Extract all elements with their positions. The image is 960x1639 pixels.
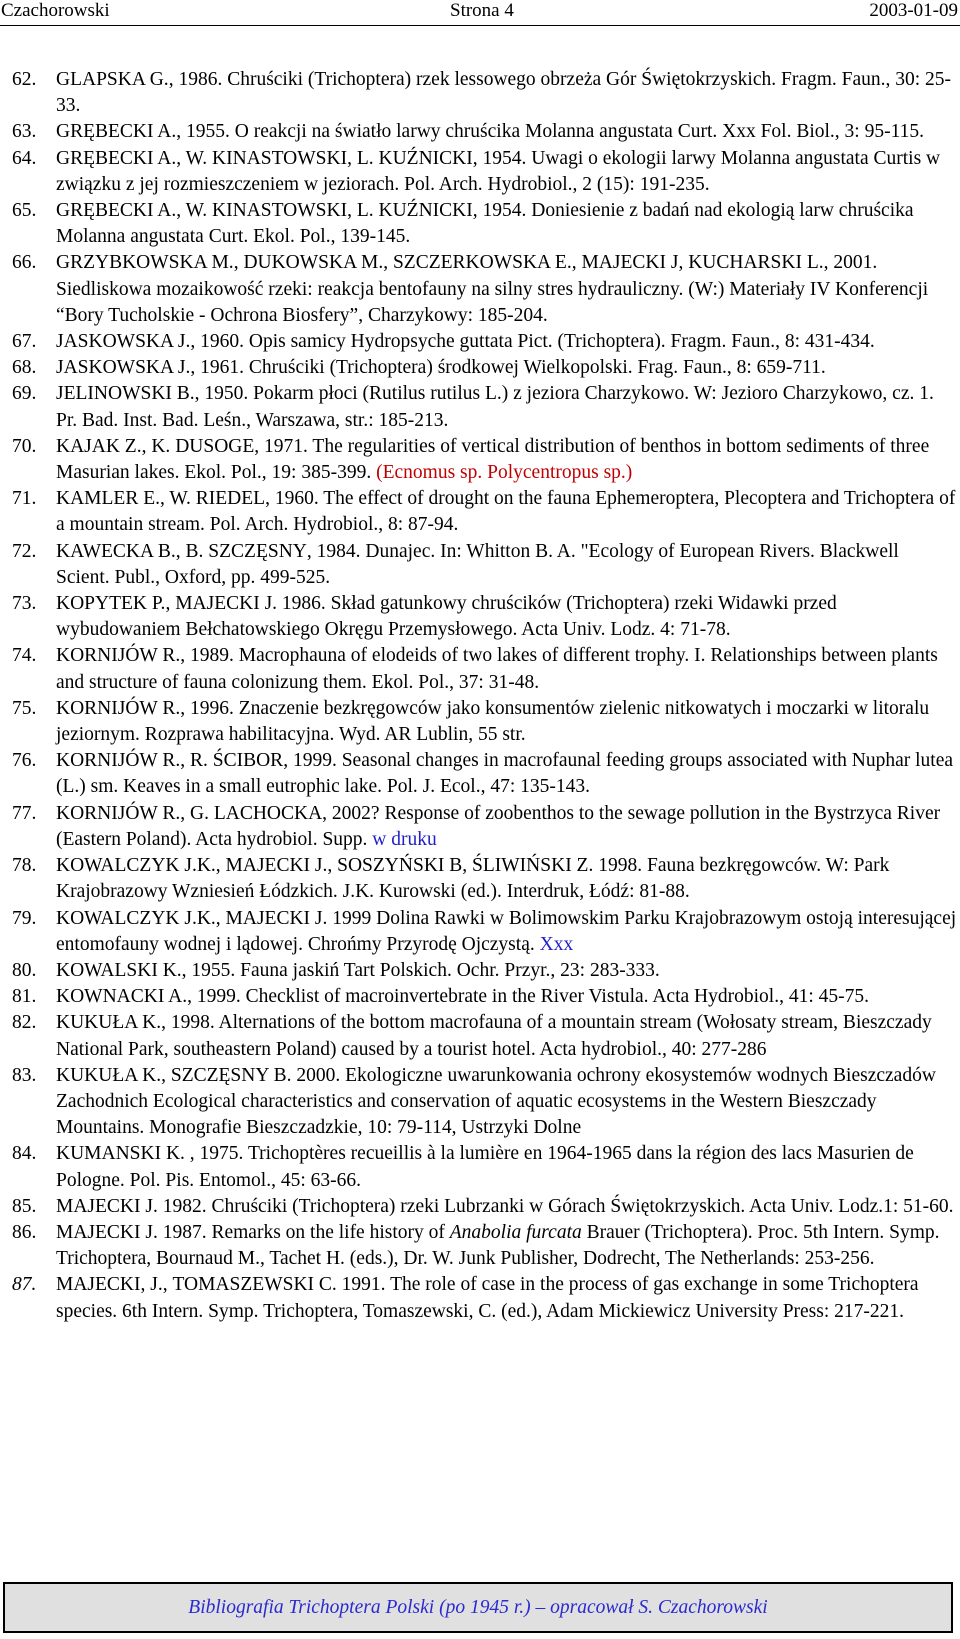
footer-text: Bibliografia Trichoptera Polski (po 1945 r.) – opracował S. Czachorowski: [188, 1597, 768, 1618]
reference-item: [12, 958, 957, 984]
reference-item: [12, 381, 957, 433]
footer-banner: [3, 1582, 953, 1633]
reference-number: 74.: [12, 645, 37, 667]
author-name: KORNIJÓW R.: [56, 750, 181, 772]
reference-number: 73.: [12, 593, 37, 615]
reference-item: [12, 1220, 957, 1272]
reference-text: [56, 591, 957, 643]
reference-item: [12, 984, 957, 1010]
editor-note: (Ecnomus sp. Polycentropus sp.): [376, 462, 633, 484]
reference-number: 85.: [12, 1195, 37, 1217]
author-name: MAJECKI J.: [225, 855, 328, 877]
author-name: DUKOWSKA M.: [243, 252, 384, 274]
citation-text: , 1950. Pokarm płoci (Rutilus rutilus L.) z jeziora Charzykowo. W: Jezioro Charzykowo, cz. 1. Pr. Bad. Inst. Bad. Leśn., Warszawa, str.: 185-213.: [56, 383, 934, 431]
author-name: MAJECKI: [56, 1274, 141, 1296]
reference-number: 62.: [12, 69, 37, 90]
citation-text: 2000. Ekologiczne uwarunkowania ochrony ekosystemów wodnych Bieszczadów Zachodnich Ecological characteristics and conservation of aquatic ecosystems in the Western Bieszczady Mountains. Monografie Bieszczadzkie, 10: 79-114, Ustrzyki Dolne: [56, 1064, 936, 1139]
citation-text: 1986. Skład gatunkowy chruścików (Trichoptera) rzeki Widawki przed wybudowaniem Bełchatowskiego Okręgu Przemysłowego. Acta Univ. Lodz. 4: 71-78.: [56, 593, 837, 641]
author-name: KORNIJÓW R.: [56, 802, 181, 824]
author-name: ŚCIBOR: [212, 750, 284, 772]
reference-item: [12, 643, 957, 695]
reference-number: 83.: [12, 1064, 37, 1086]
reference-text: [56, 250, 957, 329]
author-name: KAMLER E.: [56, 488, 160, 510]
page-header: [0, 0, 960, 26]
author-name: JASKOWSKA J.: [56, 357, 191, 379]
author-name: KUMANSKI K.: [56, 1143, 185, 1165]
author-name: MAJECKI J: [581, 252, 679, 274]
author-name: KUKUŁA K.: [56, 1012, 162, 1034]
citation-text: , 1989. Macrophauna of elodeids of two lakes of different trophy. I. Relationships between plants and structure of fauna colonizung them. Ekol. Pol., 37: 31-48.: [56, 645, 938, 693]
citation-text: , 1955. O reakcji na światło larwy chruścika Molanna angustata Curt. Xxx Fol. Biol., 3: 95-115.: [176, 121, 924, 143]
reference-item: [12, 434, 957, 486]
reference-number: 64.: [12, 147, 37, 169]
reference-text: [56, 355, 957, 381]
citation-text: , R.: [180, 750, 213, 772]
author-name: SOSZYŃSKI B: [337, 855, 463, 877]
reference-text: [56, 643, 957, 695]
reference-text: [56, 1272, 957, 1324]
citation-text: , 1954. Doniesienie z badań nad ekologią larw chruścika Molanna angustata Curt. Ekol. Pol., 139-145.: [56, 200, 914, 248]
citation-text: , 1986. Chruściki (Trichoptera) rzek lessowego obrzeża Gór Świętokrzyskich. Fragm. Faun., 30: 25-33.: [56, 69, 952, 117]
citation-text: , 1955. Fauna jaskiń Tart Polskich. Ochr. Przyr., 23: 283-333.: [181, 959, 660, 981]
reference-item: [12, 1010, 957, 1062]
reference-list: [12, 67, 957, 1325]
citation-text: 1998. Fauna bezkręgowców. W: Park Krajobrazowy Wzniesień Łódzkich. J.K. Kurowski (ed.). Interdruk, Łódź: 81-88.: [56, 855, 890, 903]
author-name: KINASTOWSKI: [212, 147, 348, 169]
reference-text: [56, 748, 957, 800]
reference-text: [56, 1063, 957, 1142]
species-name: Anabolia furcata: [449, 1221, 582, 1243]
reference-text: [56, 381, 957, 433]
citation-text: 1987. Remarks on the life history of: [157, 1221, 450, 1243]
citation-text: 1991. The role of case in the process of gas exchange in some Trichoptera species. 6th Intern. Symp. Trichoptera, Tomaszewski, C. (ed.), Adam Mickiewicz University Press: 217-221.: [56, 1274, 919, 1322]
author-name: KORNIJÓW R.: [56, 645, 181, 667]
citation-text: ,: [571, 252, 582, 274]
citation-text: 1982. Chruściki (Trichoptera) rzeki Lubrzanki w Górach Świętokrzyskich. Acta Univ. Lodz.1: 51-60.: [157, 1195, 954, 1217]
reference-number: 79.: [12, 907, 37, 929]
author-name: ŚLIWIŃSKI Z.: [472, 855, 594, 877]
citation-text: ,: [215, 855, 226, 877]
author-name: KOWNACKI A.: [56, 986, 188, 1008]
reference-number: 70.: [12, 435, 37, 457]
author-name: KINASTOWSKI: [212, 200, 348, 222]
reference-number: 77.: [12, 802, 37, 824]
citation-text: , B.: [175, 540, 209, 562]
author-name: RIEDEL: [195, 488, 266, 510]
reference-item: [12, 250, 957, 329]
author-name: GRZYBKOWSKA M.: [56, 252, 234, 274]
reference-text: [56, 958, 957, 984]
reference-number: 78.: [12, 855, 37, 877]
citation-text: , 1996. Znaczenie bezkręgowców jako konsumentów zielenic nitkowatych i moczarki w litoralu jeziornym. Rozprawa habilitacyjna. Wyd. AR Lublin, 55 str.: [56, 697, 930, 746]
reference-item: [12, 539, 957, 591]
reference-number: 76.: [12, 750, 37, 772]
author-name: KOWALSKI K.: [56, 959, 182, 981]
reference-item: [12, 1272, 957, 1324]
reference-number: 67.: [12, 331, 37, 353]
reference-item: [12, 67, 957, 119]
citation-text: ,: [161, 1064, 171, 1086]
citation-text: 1999 Dolina Rawki w Bolimowskim Parku Krajobrazowym ostoją interesującej entomofauny wodnej i lądowej. Chrońmy Przyrodę Ojczystą.: [56, 907, 957, 955]
author-name: MAJECKI J.: [56, 1221, 158, 1243]
reference-text: [56, 486, 957, 538]
reference-item: [12, 146, 957, 198]
reference-text: [56, 696, 957, 748]
reference-text: [56, 853, 957, 905]
reference-number: 84.: [12, 1143, 37, 1165]
citation-text: , 1961. Chruściki (Trichoptera) środkowej Wielkopolski. Frag. Faun., 8: 659-711.: [190, 357, 826, 379]
reference-item: [12, 853, 957, 905]
citation-text: , W.: [176, 200, 213, 222]
reference-item: [12, 486, 957, 538]
reference-number: 72.: [12, 540, 37, 562]
citation-text: ,: [383, 252, 393, 274]
reference-text: [56, 1220, 957, 1272]
reference-item: [12, 591, 957, 643]
header-date: 2003-01-09: [869, 0, 958, 21]
reference-item: [12, 696, 957, 748]
citation-text: Brauer (Trichoptera). Proc. 5th Intern. Symp. Trichoptera, Bournaud M., Tachet H. (eds.), Dr. W. Junk Publisher, Dodrecht, The Netherlands: 253-256.: [56, 1221, 940, 1270]
author-name: SZCZERKOWSKA E.: [392, 252, 572, 274]
citation-text: , 1960. The effect of drought on the fauna Ephemeroptera, Plecoptera and Trichoptera of a mountain stream. Pol. Arch. Hydrobiol., 8: 87-94.: [56, 488, 956, 536]
reference-item: [12, 119, 957, 145]
reference-number: 75.: [12, 697, 37, 719]
citation-text: , W.: [160, 488, 196, 510]
reference-item: [12, 1194, 957, 1220]
reference-text: [56, 434, 957, 486]
editor-note: Xxx: [539, 933, 574, 955]
citation-text: ,: [678, 252, 689, 274]
author-name: KORNIJÓW R.: [56, 697, 181, 719]
citation-text: , 1998. Alternations of the bottom macrofauna of a mountain stream (Wołosaty stream, Bieszczady National Park, southeastern Poland) caused by a tourist hotel. Acta hydrobiol., 40: 277-286: [56, 1012, 932, 1060]
reference-text: [56, 906, 957, 958]
header-divider: [0, 25, 960, 26]
reference-item: [12, 329, 957, 355]
author-name: SZCZĘSNY: [208, 540, 307, 562]
reference-number: 82.: [12, 1012, 37, 1034]
author-name: GLAPSKA G.: [56, 69, 169, 90]
reference-item: [12, 1063, 957, 1142]
reference-text: [56, 1194, 957, 1220]
author-name: JELINOWSKI B.: [56, 383, 195, 405]
citation-text: , L.: [347, 147, 379, 169]
editor-note: w druku: [372, 828, 437, 850]
reference-number: 86.: [12, 1221, 37, 1243]
reference-text: [56, 67, 957, 119]
citation-text: ,: [215, 907, 226, 929]
reference-text: [56, 1010, 957, 1062]
reference-number: 81.: [12, 986, 37, 1008]
reference-text: [56, 146, 957, 198]
reference-number: 63.: [12, 121, 37, 143]
citation-text: , 1971. The regularities of vertical distribution of benthos in bottom sediments of three Masurian lakes. Ekol. Pol., 19: 385-399.: [56, 435, 930, 484]
citation-text: ,: [327, 855, 338, 877]
citation-text: , 1960. Opis samicy Hydropsyche guttata Pict. (Trichoptera). Fragm. Faun., 8: 431-434.: [190, 331, 875, 353]
citation-text: , 1975. Trichoptères recueillis à la lumière en 1964-1965 dans la région des lacs Masurien de Pologne. Pol. Pis. Entomol., 45: 63-66.: [56, 1143, 914, 1191]
author-name: KOPYTEK P.: [56, 593, 166, 615]
reference-item: [12, 1141, 957, 1193]
citation-text: , G.: [180, 802, 214, 824]
reference-text: [56, 801, 957, 853]
citation-text: , 1984. Dunajec. In: Whitton B. A. "Ecology of European Rivers. Blackwell Scient. Publ., Oxford, pp. 499-525.: [56, 540, 899, 588]
author-name: TOMASZEWSKI C.: [172, 1274, 337, 1296]
author-name: GRĘBECKI A.: [56, 121, 177, 143]
reference-number: 68.: [12, 357, 37, 379]
reference-number: 65.: [12, 200, 37, 222]
reference-text: [56, 198, 957, 250]
citation-text: ,: [233, 252, 244, 274]
citation-text: , L.: [347, 200, 379, 222]
reference-text: [56, 119, 957, 145]
citation-text: , 1999. Seasonal changes in macrofaunal feeding groups associated with Nuphar lutea (L.) sm. Keaves in a small eutrophic lake. Pol. J. Ecol., 47: 135-143.: [56, 750, 954, 798]
reference-item: [12, 906, 957, 958]
author-name: GRĘBECKI A.: [56, 200, 177, 222]
author-name: GRĘBECKI A.: [56, 147, 177, 169]
reference-item: [12, 198, 957, 250]
author-name: KUŹNICKI: [378, 200, 473, 222]
author-name: KOWALCZYK J.K.: [56, 907, 216, 929]
citation-text: , 1999. Checklist of macroinvertebrate in the River Vistula. Acta Hydrobiol., 41: 45-75.: [187, 986, 869, 1008]
citation-text: ,: [462, 855, 473, 877]
reference-item: [12, 801, 957, 853]
author-name: KOWALCZYK J.K.: [56, 855, 216, 877]
author-name: KAJAK Z.: [56, 435, 142, 457]
author-name: KUCHARSKI L.: [688, 252, 824, 274]
author-name: SZCZĘSNY B.: [170, 1064, 292, 1086]
citation-text: , K.: [141, 435, 176, 457]
reference-text: [56, 329, 957, 355]
reference-number: 80.: [12, 959, 37, 981]
author-name: KAWECKA B.: [56, 540, 176, 562]
author-name: JASKOWSKA J.: [56, 331, 191, 353]
citation-text: , W.: [176, 147, 213, 169]
reference-item: [12, 355, 957, 381]
author-name: KUŹNICKI: [378, 147, 473, 169]
citation-text: , J.,: [140, 1274, 173, 1296]
reference-number: 69.: [12, 383, 37, 405]
citation-text: , 1954. Uwagi o ekologii larwy Molanna angustata Curtis w związku z jej rozmieszczeniem w jeziorach. Pol. Arch. Hydrobiol., 2 (15): 191-235.: [56, 147, 941, 195]
header-author: Czachorowski: [1, 0, 110, 21]
reference-number: 66.: [12, 252, 37, 274]
citation-text: , 2001. Siedliskowa mozaikowość rzeki: reakcja bentofauny na silny stres hydrauliczny. (W:) Materiały IV Konferencji “Bory Tucholskie - Ochrona Biosfery”, Charzykowy: 185-204.: [56, 252, 929, 326]
reference-number: 71.: [12, 488, 37, 510]
author-name: DUSOGE: [175, 435, 255, 457]
author-name: LACHOCKA: [213, 802, 323, 824]
author-name: MAJECKI J.: [56, 1195, 158, 1217]
author-name: KUKUŁA K.: [56, 1064, 162, 1086]
citation-text: , 2002? Response of zoobenthos to the sewage pollution in the Bystrzyca River (Eastern Poland). Acta hydrobiol. Supp.: [56, 802, 941, 850]
reference-text: [56, 539, 957, 591]
author-name: MAJECKI J.: [225, 907, 328, 929]
header-page-number: Strona 4: [450, 0, 514, 21]
reference-text: [56, 984, 957, 1010]
reference-number: 87.: [12, 1274, 37, 1296]
author-name: MAJECKI J.: [175, 593, 278, 615]
reference-text: [56, 1141, 957, 1193]
reference-item: [12, 748, 957, 800]
citation-text: ,: [165, 593, 176, 615]
